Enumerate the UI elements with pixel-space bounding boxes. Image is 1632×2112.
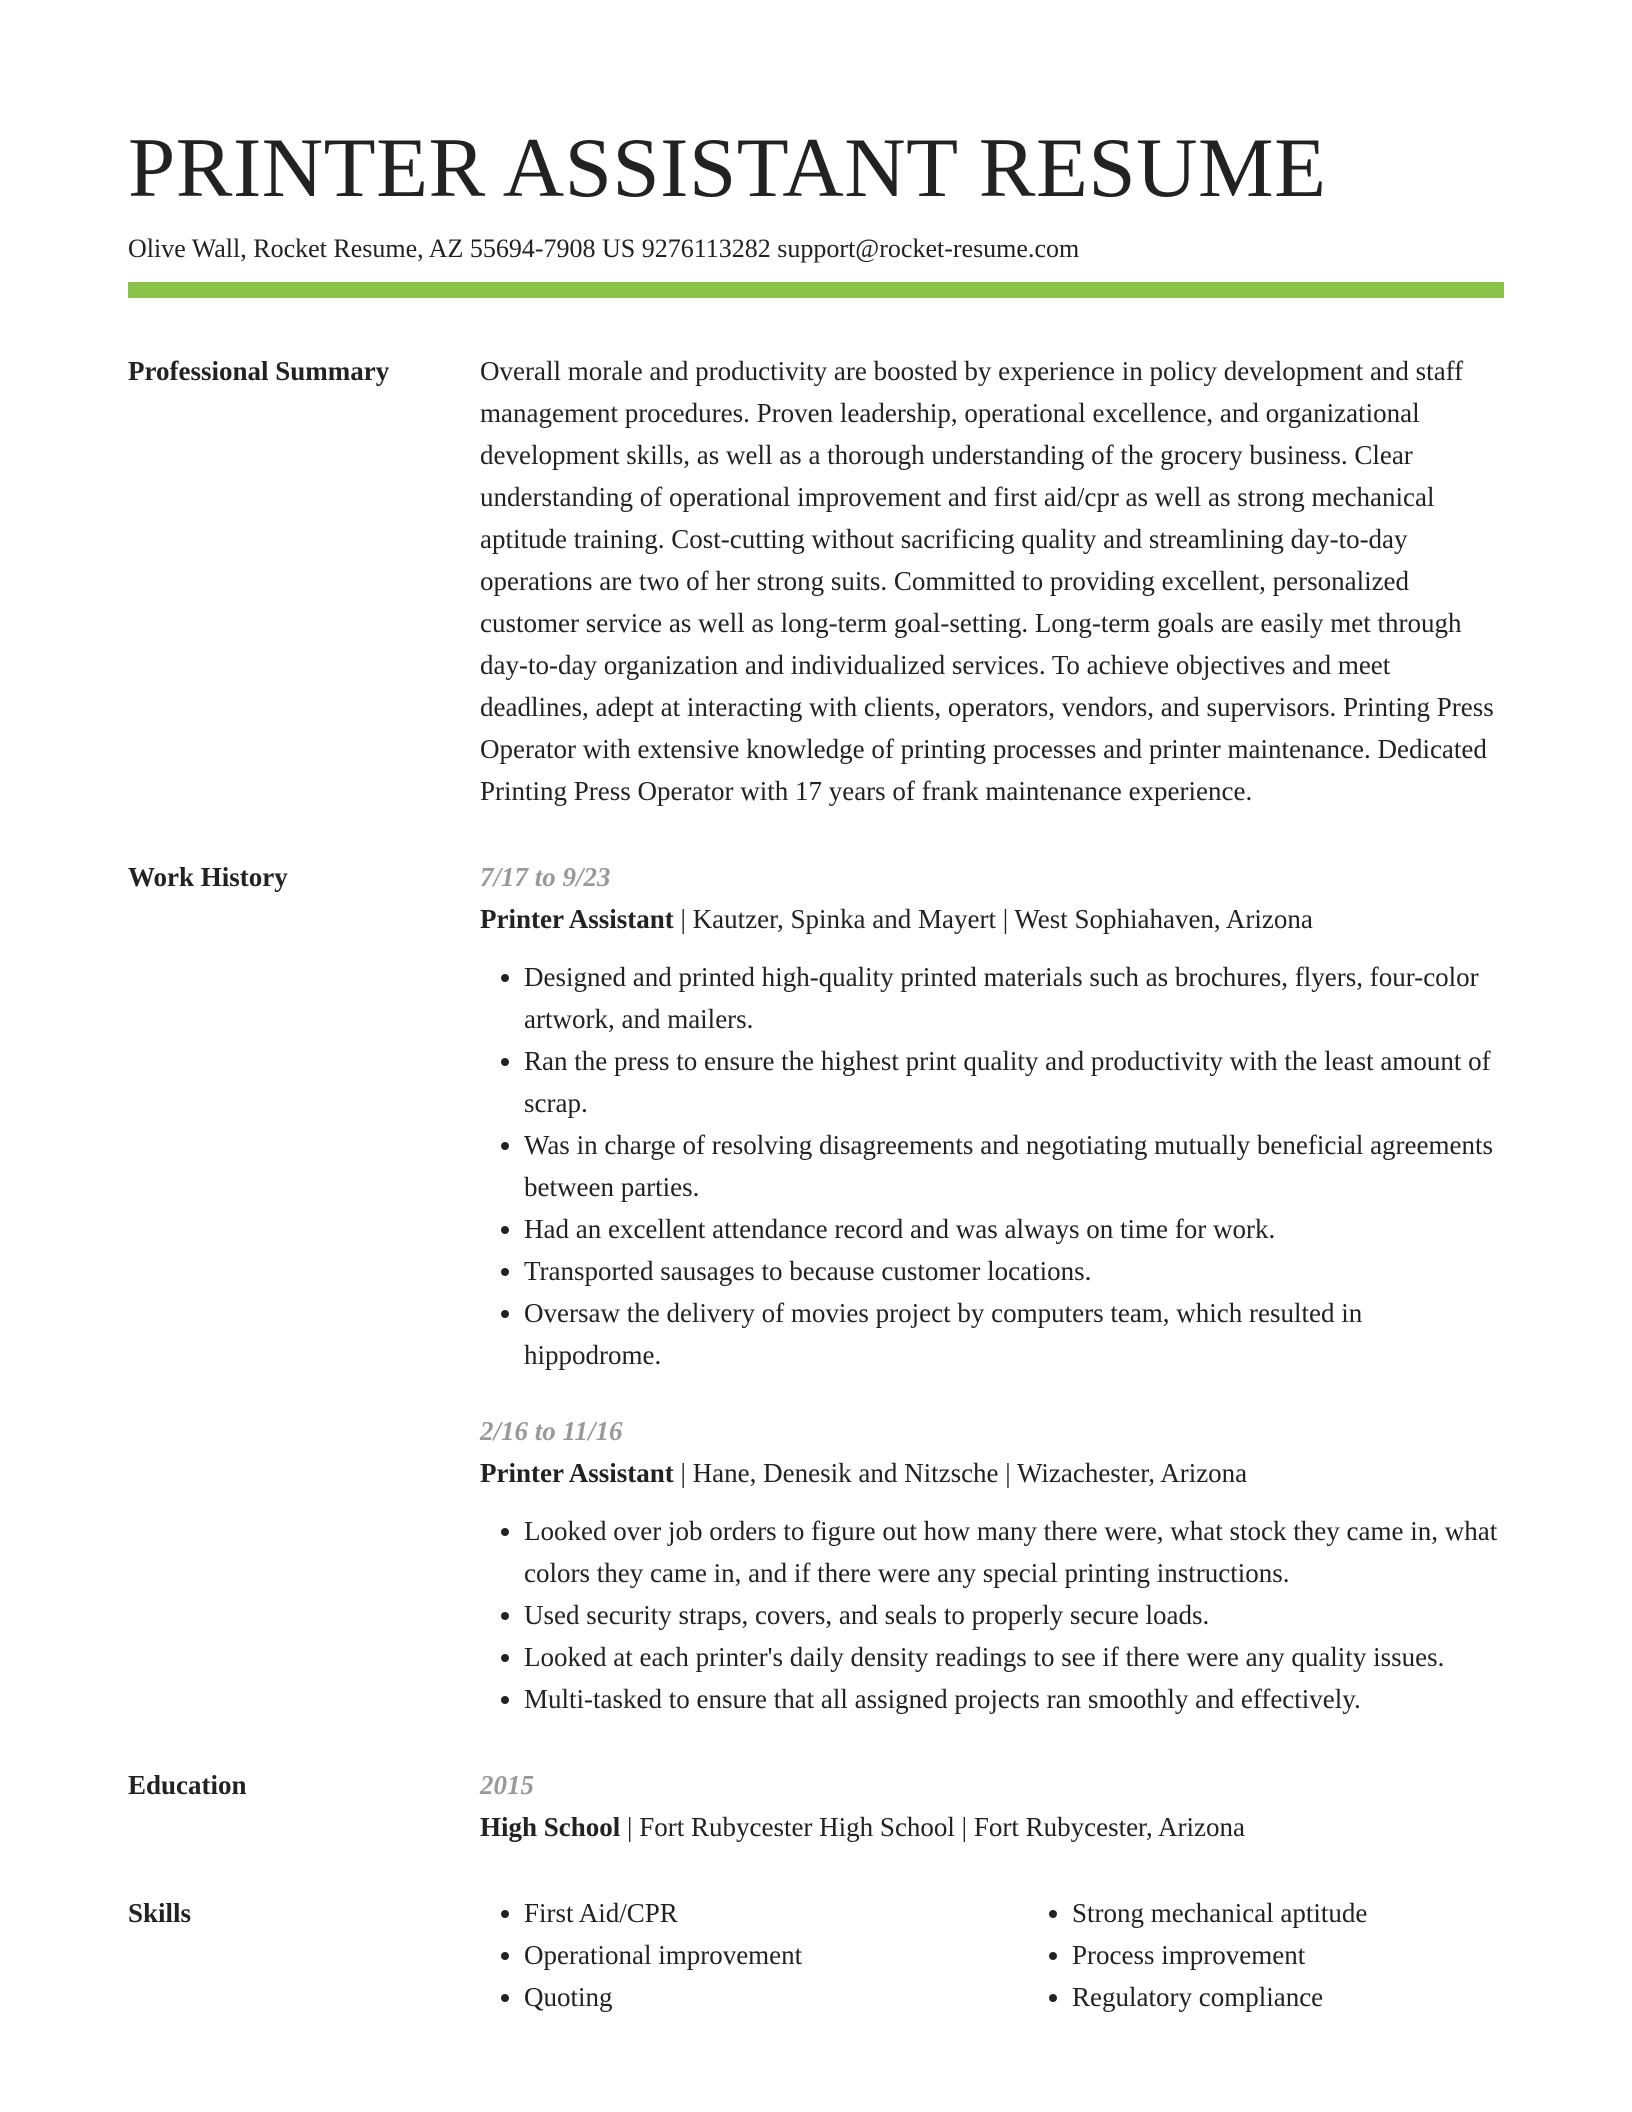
list-item: • Looked at each printer's daily density readings to see if there were any quality issues. [524,1636,1504,1678]
skill-item: • Process improvement [1072,1934,1576,1976]
skill-item: • Regulatory compliance [1072,1976,1576,2018]
job-role-line [480,898,1504,940]
skills-column-left [480,1892,1028,2018]
section-education [128,1764,1504,1848]
list-item: • Had an excellent attendance record and was always on time for work. [524,1208,1504,1250]
job-bullets [480,1510,1504,1720]
job-entry [480,1410,1504,1720]
job-role: Printer Assistant [480,1458,674,1488]
summary-text: Overall morale and productivity are boosted by experience in policy development and staff management procedures. Proven leadership, operational excellence, and organizational development skills, as well as a thorough understanding of the grocery business. Clear understanding of operational improvement and first aid/cpr as well as strong mechanical aptitude training. Cost-cutting without sacrificing quality and streamlining day-to-day operations are two of her strong suits. Committed to providing excellent, personalized customer service as well as long-term goal-setting. Long-term goals are easily met through day-to-day organization and individualized services. To achieve objectives and meet deadlines, adept at interacting with clients, operators, vendors, and supervisors. Printing Press Operator with extensive knowledge of printing processes and printer maintenance. Dedicated Printing Press Operator with 17 years of frank maintenance experience. [480,356,1494,806]
education-line [480,1806,1504,1848]
job-details: | Hane, Denesik and Nitzsche | Wizachester, Arizona [673,1458,1248,1488]
list-item: • Used security straps, covers, and seals to properly secure loads. [524,1594,1504,1636]
list-item: • Oversaw the delivery of movies project by computers team, which resulted in hippodrome. [524,1292,1504,1376]
skills-grid [480,1892,1576,2018]
job-role-line [480,1452,1504,1494]
skill-item: • Strong mechanical aptitude [1072,1892,1576,1934]
list-item: • Was in charge of resolving disagreements and negotiating mutually beneficial agreements between parties. [524,1124,1504,1208]
list-item: • Designed and printed high-quality printed materials such as brochures, flyers, four-color artwork, and mailers. [524,956,1504,1040]
skill-item: • First Aid/CPR [524,1892,1028,1934]
skill-item: • Operational improvement [524,1934,1028,1976]
job-role: Printer Assistant [480,904,674,934]
section-label: Skills [128,1898,192,1928]
section-skills [128,1892,1504,2018]
section-body [480,856,1504,1720]
section-body [480,1764,1504,1848]
resume-page [128,118,1504,2018]
list-item: • Ran the press to ensure the highest print quality and productivity with the least amount of scrap. [524,1040,1504,1124]
education-degree: High School [480,1812,621,1842]
job-entry [480,856,1504,1376]
section-work-history [128,856,1504,1720]
header-divider [128,282,1504,298]
list-item: • Looked over job orders to figure out how many there were, what stock they came in, what colors they came in, and if there were any special printing instructions. [524,1510,1504,1594]
job-dates: 7/17 to 9/23 [480,862,611,892]
list-item: • Transported sausages to because customer locations. [524,1250,1504,1292]
list-item: • Multi-tasked to ensure that all assigned projects ran smoothly and effectively. [524,1678,1504,1720]
job-bullets [480,956,1504,1376]
skill-item: • Quoting [524,1976,1028,2018]
section-professional-summary [128,350,1504,812]
education-dates: 2015 [480,1770,534,1800]
skills-column-right [1028,1892,1576,2018]
job-details: | Kautzer, Spinka and Mayert | West Sophiahaven, Arizona [673,904,1313,934]
job-dates: 2/16 to 11/16 [480,1416,623,1446]
contact-line: Olive Wall, Rocket Resume, AZ 55694-7908 US 9276113282 support@rocket-resume.com [128,234,1080,263]
section-label: Professional Summary [128,356,390,386]
resume-title: PRINTER ASSISTANT RESUME [128,121,1327,215]
section-label: Work History [128,862,288,892]
education-details: | Fort Rubycester High School | Fort Rubycester, Arizona [620,1812,1245,1842]
section-body [480,350,1504,812]
section-label: Education [128,1770,247,1800]
